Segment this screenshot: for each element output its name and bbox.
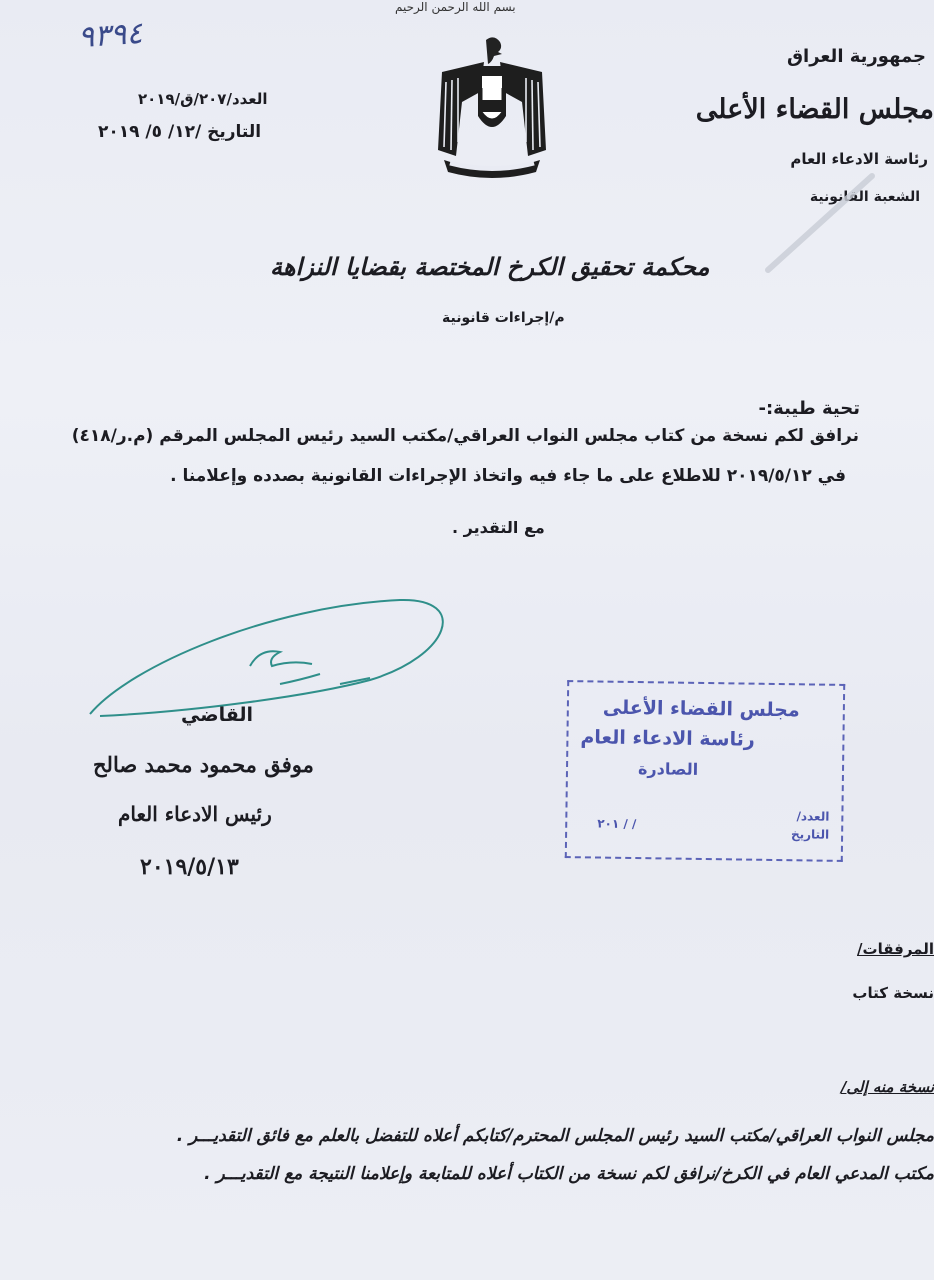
- greeting: تحية طيبة:-: [758, 398, 860, 419]
- stamp-council: مجلس القضاء الأعلى: [602, 696, 800, 722]
- reference-date: التاريخ /١٢/ ٥/ ٢٠١٩: [98, 122, 262, 142]
- copy-recipient-2: مكتب المدعي العام في الكرخ/نرافق لكم نسخة من الكتاب أعلاه للمتابعة وإعلامنا النتيجة مع التقديـــر .: [204, 1164, 934, 1184]
- council-label: مجلس القضاء الأعلى: [695, 94, 934, 125]
- handwritten-number: ٩٣٩٤: [76, 15, 144, 56]
- republic-label: جمهورية العراق: [786, 46, 926, 67]
- iraq-eagle-emblem-icon: [436, 32, 548, 182]
- addressee-court: محكمة تحقيق الكرخ المختصة بقضايا النزاهة: [270, 252, 710, 281]
- signatory-title: رئيس الادعاء العام: [118, 802, 272, 826]
- stamp-outgoing: الصادرة: [637, 759, 699, 779]
- stamp-presidency: رئاسة الادعاء العام: [580, 726, 755, 751]
- body-line-1: نرافق لكم نسخة من كتاب مجلس النواب العراقي/مكتب السيد رئيس المجلس المرقم (م.ر/٤١٨): [71, 426, 859, 446]
- signature-date: ٢٠١٩/٥/١٣: [140, 854, 239, 880]
- copy-recipient-1: مجلس النواب العراقي/مكتب السيد رئيس المجلس المحترم/كتابكم أعلاه للتفضل بالعلم مع فائق التقديـــر .: [176, 1126, 934, 1146]
- outgoing-stamp: [565, 680, 845, 862]
- stamp-number-label: العدد/: [796, 809, 830, 824]
- copies-title: نسخة منه إلى/: [840, 1078, 934, 1096]
- signatory-role: القاضي: [181, 704, 254, 726]
- subject-line: م/إجراءات قانونية: [442, 310, 565, 326]
- section-label: الشعبة القانونية: [809, 189, 920, 205]
- handwritten-signature: [70, 596, 460, 736]
- regards-line: مع التقدير .: [452, 518, 545, 537]
- stamp-date-fill: ٢٠١ / /: [597, 816, 637, 832]
- presidency-label: رئاسة الادعاء العام: [790, 150, 928, 168]
- enclosure-item: نسخة كتاب: [852, 984, 934, 1002]
- signatory-name: موفق محمود محمد صالح: [93, 752, 314, 777]
- body-line-2: في ٢٠١٩/٥/١٢ للاطلاع على ما جاء فيه واتخاذ الإجراءات القانونية بصدده وإعلامنا .: [170, 466, 846, 486]
- reference-number: العدد/٢٠٧/ق/٢٠١٩: [138, 90, 268, 108]
- pen-streak: [760, 170, 880, 280]
- stamp-date-label: التاريخ: [790, 827, 830, 842]
- enclosures-title: المرفقات/: [857, 940, 934, 958]
- basmala: بسم الله الرحمن الرحيم: [395, 0, 516, 14]
